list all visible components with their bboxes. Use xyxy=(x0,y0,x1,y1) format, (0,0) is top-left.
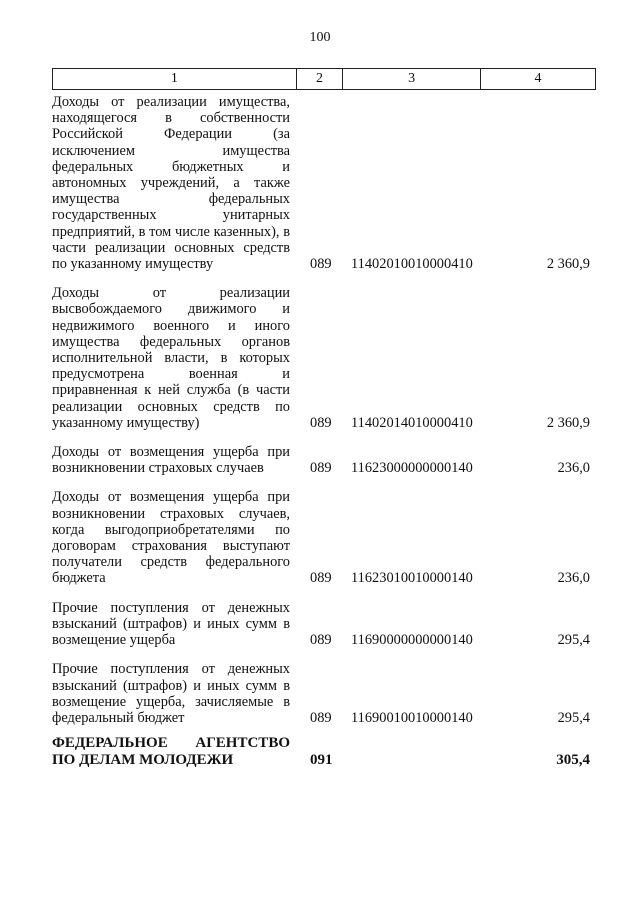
row-kbk-code: 11690000000000140 xyxy=(351,632,473,649)
row-amount: 236,0 xyxy=(557,460,590,477)
row-kbk-code: 11623010010000140 xyxy=(351,570,473,587)
row-description: Доходы от реализации имущества, находящегося в собственности Российской Федерации (за исключением имущества федеральных бюджетных и автономных учреждений, а также имущества федеральных государственных унитарных предприятий, в том числе казенных), в части реализации основных средств по указанному имуществу xyxy=(52,94,290,273)
row-description: Доходы от возмещения ущерба при возникновении страховых случаев, когда выгодоприобретателями по договорам страхования выступают получатели средств федерального бюджета xyxy=(52,489,290,587)
header-col-2: 2 xyxy=(296,69,343,90)
table-header xyxy=(52,68,596,90)
row-amount: 295,4 xyxy=(557,632,590,649)
header-col-3: 3 xyxy=(343,69,481,90)
agency-admin-code: 091 xyxy=(310,752,333,769)
table-row xyxy=(52,661,596,726)
row-amount: 2 360,9 xyxy=(546,414,590,431)
row-admin-code: 089 xyxy=(310,414,332,431)
row-description: Прочие поступления от денежных взысканий (штрафов) и иных сумм в возмещение ущерба xyxy=(52,599,290,649)
row-kbk-code: 11623000000000140 xyxy=(351,460,473,477)
row-admin-code: 089 xyxy=(310,632,332,649)
row-description: Доходы от возмещения ущерба при возникновении страховых случаев xyxy=(52,444,290,477)
row-admin-code: 089 xyxy=(310,709,332,726)
row-admin-code: 089 xyxy=(310,570,332,587)
row-kbk-code: 11402014010000410 xyxy=(351,414,473,431)
table-row-agency-total xyxy=(52,735,596,769)
row-kbk-code: 11690010010000140 xyxy=(351,709,473,726)
row-amount: 236,0 xyxy=(557,570,590,587)
table-row xyxy=(52,94,596,272)
page-number: 100 xyxy=(309,30,331,45)
row-kbk-code: 11402010010000410 xyxy=(351,256,473,273)
row-amount: 2 360,9 xyxy=(546,256,590,273)
row-amount: 295,4 xyxy=(557,709,590,726)
table-row xyxy=(52,285,596,431)
table-row xyxy=(52,444,596,476)
header-col-1: 1 xyxy=(53,69,297,90)
row-admin-code: 089 xyxy=(310,460,332,477)
agency-amount: 305,4 xyxy=(556,752,590,769)
row-description: Доходы от реализации высвобождаемого движимого и недвижимого военного и иного имущества федеральных органов исполнительной власти, в которых предусмотрена военная и приравненная к ней служба (в части реализации основных средств по указанному имуществу) xyxy=(52,285,290,431)
header-col-4: 4 xyxy=(481,69,596,90)
row-description: Прочие поступления от денежных взысканий (штрафов) и иных сумм в возмещение ущерба, зачисляемые в федеральный бюджет xyxy=(52,661,290,726)
table-body xyxy=(52,94,596,769)
table-row xyxy=(52,600,596,649)
agency-name: ФЕДЕРАЛЬНОЕ АГЕНТСТВО ПО ДЕЛАМ МОЛОДЕЖИ xyxy=(52,735,290,769)
table-row xyxy=(52,489,596,586)
row-admin-code: 089 xyxy=(310,256,332,273)
